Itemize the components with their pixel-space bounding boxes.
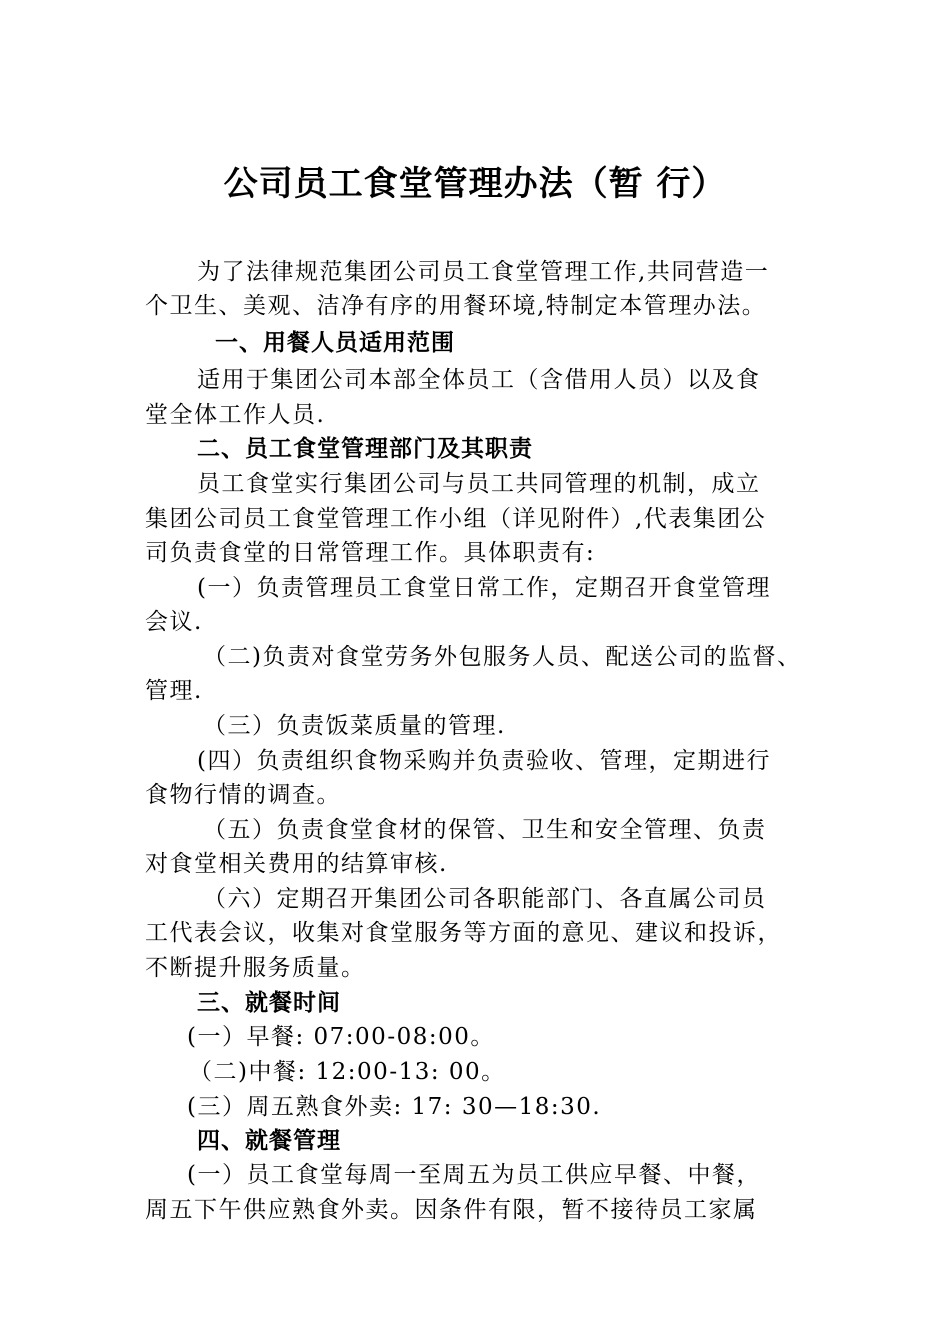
duty-3-line-1: （三）负责饭菜质量的管理. [203, 713, 506, 739]
intro-paragraph-line-1: 为了法律规范集团公司员工食堂管理工作,共同营造一 [197, 259, 770, 285]
section-2-line-3: 司负责食堂的日常管理工作。具体职责有: [145, 540, 596, 566]
section-1-line-2: 堂全体工作人员. [145, 402, 326, 428]
duty-1-line-1: (一）负责管理员工食堂日常工作，定期召开食堂管理 [197, 575, 771, 601]
duty-5-line-1: （五）负责食堂食材的保管、卫生和安全管理、负责 [203, 817, 767, 843]
intro-paragraph-line-2: 个卫生、美观、洁净有序的用餐环境,特制定本管理办法。 [145, 293, 767, 319]
duty-4-line-2: 食物行情的调查。 [145, 782, 341, 808]
section-heading-3: 三、就餐时间 [197, 990, 341, 1016]
duty-5-line-2: 对食堂相关费用的结算审核. [145, 851, 448, 877]
section-2-line-1: 员工食堂实行集团公司与员工共同管理的机制，成立 [197, 471, 761, 497]
meal-time-lunch: （二)中餐: 12:00-13: 00。 [189, 1059, 506, 1085]
section-4-line-2: 周五下午供应熟食外卖。因条件有限，暂不接待员工家属 [145, 1197, 758, 1223]
duty-6-line-1: （六）定期召开集团公司各职能部门、各直属公司员 [203, 886, 767, 912]
duty-6-line-3: 不断提升服务质量。 [145, 955, 366, 981]
duty-1-line-2: 会议. [145, 609, 203, 635]
document-title: 公司员工食堂管理办法（暂 行） [223, 164, 727, 204]
duty-6-line-2: 工代表会议，收集对食堂服务等方面的意见、建议和投诉， [145, 920, 782, 946]
section-heading-1: 一、用餐人员适用范围 [215, 330, 455, 356]
section-1-line-1: 适用于集团公司本部全体员工（含借用人员）以及食 [197, 367, 761, 393]
duty-2-line-2: 管理. [145, 678, 203, 704]
duty-2-line-1: （二)负责对食堂劳务外包服务人员、配送公司的监督、 [203, 644, 802, 670]
section-heading-4: 四、就餐管理 [197, 1128, 341, 1154]
duty-4-line-1: (四）负责组织食物采购并负责验收、管理，定期进行 [197, 748, 771, 774]
section-4-line-1: (一）员工食堂每周一至周五为员工供应早餐、中餐， [187, 1162, 761, 1188]
section-2-line-2: 集团公司员工食堂管理工作小组（详见附件）,代表集团公 [145, 506, 767, 532]
meal-time-breakfast: (一）早餐: 07:00-08:00。 [187, 1024, 495, 1050]
section-heading-2: 二、员工食堂管理部门及其职责 [197, 436, 533, 462]
meal-time-friday-takeout: (三）周五熟食外卖: 17: 30—18:30. [187, 1094, 602, 1120]
